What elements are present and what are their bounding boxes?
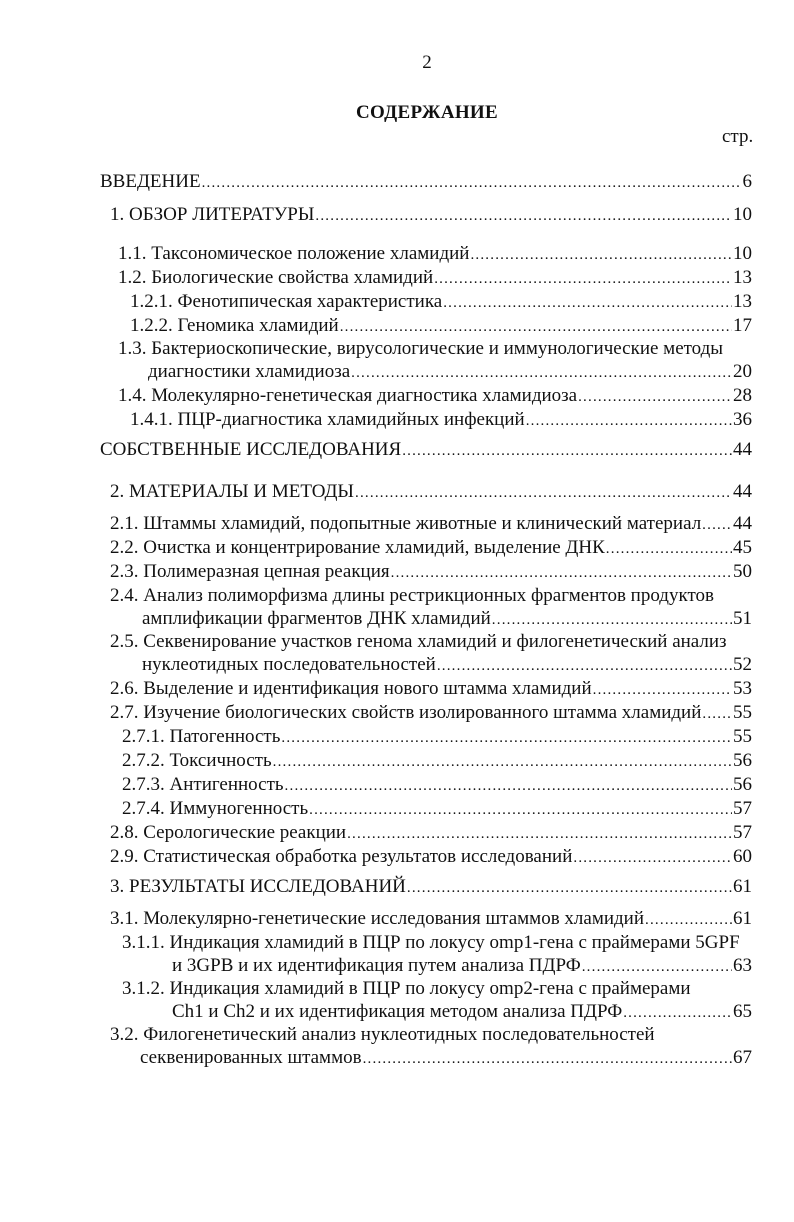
dot-leader	[606, 538, 732, 561]
toc-entry-page: 52	[733, 654, 752, 675]
toc-entry[interactable]	[110, 875, 752, 900]
toc-entry[interactable]	[110, 512, 752, 537]
toc-entry[interactable]	[110, 560, 752, 585]
dot-leader	[702, 514, 732, 537]
page-column-label: стр.	[722, 126, 754, 147]
toc-entry-title: 1.2.2. Геномика хламидий	[130, 315, 339, 336]
toc-entry-page: 57	[733, 798, 752, 819]
toc-entry-title: 1.2. Биологические свойства хламидий	[118, 267, 434, 288]
toc-entry-title-continued: амплификации фрагментов ДНК хламидий	[142, 608, 491, 629]
toc-entry[interactable]	[130, 408, 752, 433]
dot-leader	[702, 703, 732, 726]
dot-leader	[593, 679, 732, 702]
toc-entry-page: 6	[742, 171, 752, 192]
toc-entry[interactable]	[100, 170, 752, 195]
dot-leader	[526, 410, 732, 433]
toc-entry-title-continued: Ch1 и Ch2 и их идентификация методом анализа ПДРФ	[172, 1001, 623, 1022]
toc-entry[interactable]	[130, 314, 752, 339]
toc-entry-page: 57	[733, 822, 752, 843]
toc-entry[interactable]	[100, 438, 752, 463]
page-title: СОДЕРЖАНИЕ	[356, 102, 498, 123]
toc-entry-title: 1.4.1. ПЦР-диагностика хламидийных инфекций	[130, 409, 525, 430]
toc-entry-page: 55	[733, 702, 752, 723]
dot-leader	[315, 205, 732, 228]
toc-entry-title: ВВЕДЕНИЕ	[100, 171, 201, 192]
toc-entry-title: 2.1. Штаммы хламидий, подопытные животные и клинический материал	[110, 513, 702, 534]
toc-entry-title: 3.1.1. Индикация хламидий в ПЦР по локусу omp1-гена с праймерами 5GPF	[122, 932, 740, 953]
toc-entry-title: 2.5. Секвенирование участков генома хламидий и филогенетический анализ	[110, 631, 727, 652]
dot-leader	[340, 316, 732, 339]
toc-entry-title: СОБСТВЕННЫЕ ИССЛЕДОВАНИЯ	[100, 439, 402, 460]
toc-entry[interactable]	[110, 907, 752, 932]
toc-entry[interactable]	[110, 203, 752, 228]
toc-entry[interactable]	[122, 977, 752, 1025]
toc-entry-title: 2.2. Очистка и концентрирование хламидий, выделение ДНК	[110, 537, 605, 558]
toc-entry[interactable]	[110, 821, 752, 846]
toc-entry-page: 56	[733, 774, 752, 795]
dot-leader	[391, 562, 732, 585]
toc-entry-page: 36	[733, 409, 752, 430]
toc-entry-title: 2.4. Анализ полиморфизма длины рестрикционных фрагментов продуктов	[110, 585, 714, 606]
toc-entry[interactable]	[118, 337, 752, 385]
toc-entry-page: 56	[733, 750, 752, 771]
toc-entry-title: 1.1. Таксономическое положение хламидий	[118, 243, 470, 264]
toc-entry-page: 51	[733, 608, 752, 629]
toc-entry-title: 3. РЕЗУЛЬТАТЫ ИССЛЕДОВАНИЙ	[110, 876, 406, 897]
toc-entry-title: 2.7.4. Иммуногенность	[122, 798, 309, 819]
toc-entry-page: 61	[733, 876, 752, 897]
toc-entry[interactable]	[110, 536, 752, 561]
toc-entry-page: 44	[733, 439, 752, 460]
dot-leader	[285, 775, 732, 798]
toc-entry-page: 17	[733, 315, 752, 336]
dot-leader	[434, 268, 732, 291]
toc-entry-page: 67	[733, 1047, 752, 1068]
dot-leader	[470, 244, 732, 267]
dot-leader	[355, 482, 732, 505]
toc-entry-title-continued: секвенированных штаммов	[140, 1047, 362, 1068]
toc-entry-title: 2.7.3. Антигенность	[122, 774, 284, 795]
toc-entry[interactable]	[110, 677, 752, 702]
toc-entry-page: 10	[733, 204, 752, 225]
dot-leader	[492, 609, 732, 632]
toc-entry-page: 50	[733, 561, 752, 582]
toc-entry-title: 3.1. Молекулярно-генетические исследования штаммов хламидий	[110, 908, 645, 929]
toc-entry[interactable]	[122, 931, 752, 979]
toc-entry-title: 2.9. Статистическая обработка результатов исследований	[110, 846, 573, 867]
dot-leader	[402, 440, 732, 463]
toc-entry-page: 10	[733, 243, 752, 264]
toc-entry[interactable]	[118, 266, 752, 291]
toc-entry[interactable]	[110, 630, 752, 678]
toc-entry-title: 3.1.2. Индикация хламидий в ПЦР по локусу omp2-гена с праймерами	[122, 978, 691, 999]
toc-entry-page: 44	[733, 513, 752, 534]
dot-leader	[437, 655, 732, 678]
toc-entry-title: 2.8. Серологические реакции	[110, 822, 347, 843]
dot-leader	[578, 386, 732, 409]
dot-leader	[281, 727, 732, 750]
toc-entry-page: 53	[733, 678, 752, 699]
toc-entry-title: 2.7.1. Патогенность	[122, 726, 281, 747]
dot-leader	[623, 1002, 732, 1025]
toc-entry-page: 45	[733, 537, 752, 558]
dot-leader	[351, 362, 732, 385]
toc-entry[interactable]	[110, 1023, 752, 1071]
dot-leader	[582, 956, 732, 979]
toc-entry[interactable]	[110, 480, 752, 505]
toc-entry[interactable]	[118, 384, 752, 409]
dot-leader	[363, 1048, 732, 1071]
toc-entry[interactable]	[122, 773, 752, 798]
toc-entry[interactable]	[110, 584, 752, 632]
toc-entry-page: 63	[733, 955, 752, 976]
toc-entry[interactable]	[122, 725, 752, 750]
dot-leader	[202, 172, 742, 195]
toc-entry-title: 3.2. Филогенетический анализ нуклеотидных последовательностей	[110, 1024, 655, 1045]
toc-entry-title: 2. МАТЕРИАЛЫ И МЕТОДЫ	[110, 481, 355, 502]
toc-entry-page: 65	[733, 1001, 752, 1022]
toc-entry-title: 1.2.1. Фенотипическая характеристика	[130, 291, 443, 312]
toc-entry-title: 1.4. Молекулярно-генетическая диагностика хламидиоза	[118, 385, 578, 406]
toc-entry-title: 2.7. Изучение биологических свойств изолированного штамма хламидий	[110, 702, 702, 723]
toc-entry[interactable]	[110, 701, 752, 726]
toc-entry-page: 28	[733, 385, 752, 406]
toc-entry[interactable]	[130, 290, 752, 315]
toc-entry-title: 1. ОБЗОР ЛИТЕРАТУРЫ	[110, 204, 315, 225]
toc-entry-page: 60	[733, 846, 752, 867]
toc-entry-title-continued: и 3GPB и их идентификация путем анализа ПДРФ	[172, 955, 581, 976]
dot-leader	[645, 909, 732, 932]
toc-entry-title-continued: нуклеотидных последовательностей	[142, 654, 436, 675]
toc-entry-page: 13	[733, 291, 752, 312]
toc-entry-title-continued: диагностики хламидиоза	[148, 361, 351, 382]
toc-entry-page: 44	[733, 481, 752, 502]
toc-entry-title: 1.3. Бактериоскопические, вирусологические и иммунологические методы	[118, 338, 724, 359]
page-number: 2	[422, 52, 432, 73]
dot-leader	[309, 799, 732, 822]
dot-leader	[347, 823, 732, 846]
toc-entry-page: 20	[733, 361, 752, 382]
dot-leader	[407, 877, 732, 900]
toc-entry[interactable]	[118, 242, 752, 267]
toc-entry[interactable]	[122, 749, 752, 774]
dot-leader	[273, 751, 732, 774]
dot-leader	[443, 292, 732, 315]
toc-entry[interactable]	[110, 845, 752, 870]
toc-entry-page: 55	[733, 726, 752, 747]
dot-leader	[573, 847, 732, 870]
toc-entry-page: 61	[733, 908, 752, 929]
toc-entry[interactable]	[122, 797, 752, 822]
toc-entry-page: 13	[733, 267, 752, 288]
toc-entry-title: 2.7.2. Токсичность	[122, 750, 272, 771]
toc-entry-title: 2.6. Выделение и идентификация нового штамма хламидий	[110, 678, 592, 699]
toc-entry-title: 2.3. Полимеразная цепная реакция	[110, 561, 390, 582]
